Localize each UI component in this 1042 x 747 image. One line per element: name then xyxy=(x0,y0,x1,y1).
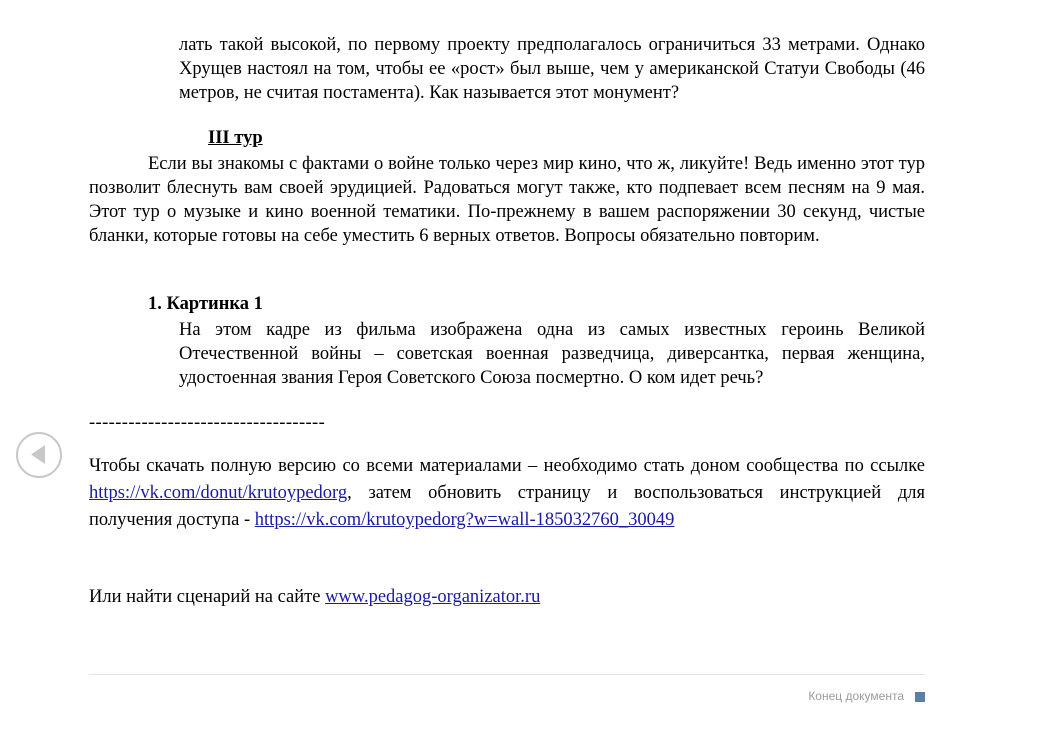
end-of-document-label: Конец документа xyxy=(808,689,904,703)
item-text: На этом кадре из фильма изображена одна из самых известных героинь Великой Отечественной войны – советская военная разведчица, диверсантка, первая женщина, удостоенная звания Героя Советского Союза посмертно. О ком идет речь? xyxy=(179,320,925,388)
download-paragraph xyxy=(89,453,925,534)
download-text-middle: , затем обновить страницу и воспользоваться инструкцией для получения доступа - xyxy=(89,483,925,530)
site-link[interactable]: www.pedagog-organizator.ru xyxy=(325,587,541,607)
round-paragraph: Если вы знакомы с фактами о войне только через мир кино, что ж, ликуйте! Ведь именно этот тур позволит блеснуть вам своей эрудицией. Радоваться могут также, кто подпевает всем песням на 9 мая. Этот тур о музыке и кино военной тематики. По-прежнему в вашем распоряжении 30 секунд, чистые бланки, которые готовы на себе уместить 6 верных ответов. Вопросы обязательно повторим. xyxy=(89,154,925,246)
intro-paragraph: лать такой высокой, по первому проекту предполагалось ограничиться 33 метрами. Однако Хрущев настоял на том, чтобы ее «рост» был выше, чем у американской Статуи Свободы (46 метров, не считая постамента). Как называется этот монумент? xyxy=(179,35,925,103)
site-text: Или найти сценарий на сайте xyxy=(89,587,326,607)
round-heading: III тур xyxy=(208,128,263,148)
item-title: 1. Картинка 1 xyxy=(148,294,263,314)
back-button[interactable] xyxy=(16,432,62,478)
donut-link[interactable]: https://vk.com/donut/krutoypedorg xyxy=(89,483,348,503)
footer-divider xyxy=(89,674,925,675)
chevron-left-circle-icon xyxy=(18,434,59,475)
wall-post-link[interactable]: https://vk.com/krutoypedorg?w=wall-185032760_30049 xyxy=(254,510,675,530)
download-text-before: Чтобы скачать полную версию со всеми материалами – необходимо стать доном сообщества по ссылке xyxy=(89,456,925,476)
end-marker-icon xyxy=(915,692,925,702)
site-paragraph xyxy=(89,587,540,608)
separator-line: ------------------------------------ xyxy=(89,413,326,433)
